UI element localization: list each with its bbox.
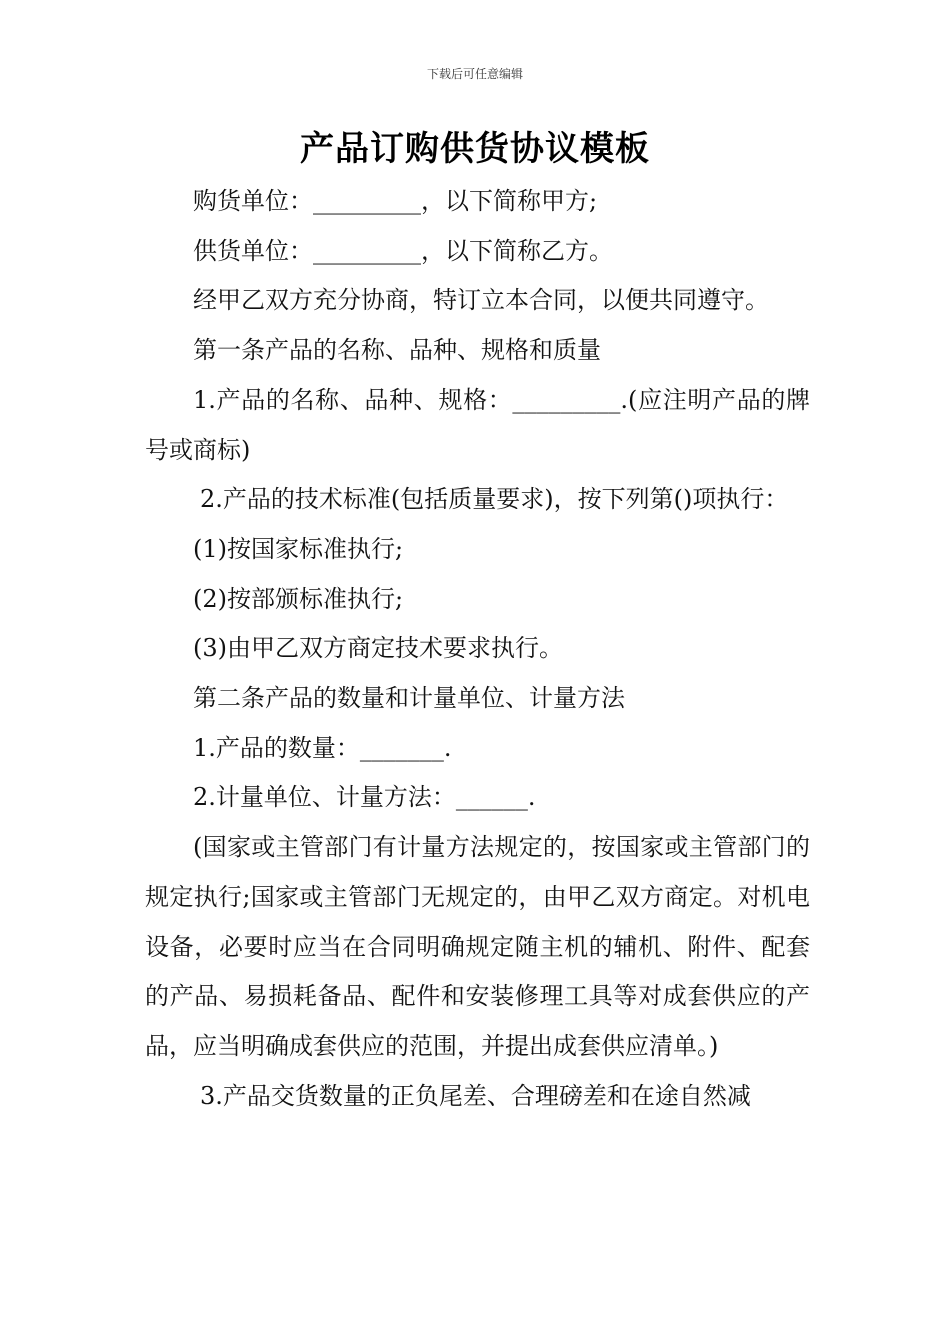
article-1-item-1: 1.产品的名称、品种、规格：_________.(应注明产品的牌号或商标) (145, 385, 810, 464)
clause-buyer: 购货单位：_________，以下简称甲方; (193, 187, 598, 215)
clause-supplier: 供货单位：_________，以下简称乙方。 (193, 236, 613, 265)
article-2-item-1: 1.产品的数量：_______. (193, 733, 452, 762)
article-2-item-2: 2.计量单位、计量方法：______. (193, 783, 536, 812)
document-body (145, 177, 810, 1121)
article-1-option-2: (2)按部颁标准执行; (193, 584, 404, 613)
article-1-option-3: (3)由甲乙双方商定技术要求执行。 (193, 634, 563, 663)
article-2-note: (国家或主管部门有计量方法规定的，按国家或主管部门的规定执行;国家或主管部门无规定的，由甲乙双方商定。对机电设备，必要时应当在合同明确规定随主机的辅机、附件、配套的产品、易损耗备品、配件和安装修理工具等对成套供应的产品，应当明确成套供应的范围，并提出成套供应清单。) (145, 833, 810, 1060)
clause-preamble: 经甲乙双方充分协商，特订立本合同，以便共同遵守。 (193, 286, 769, 315)
article-1-item-2: 2.产品的技术标准(包括质量要求)，按下列第()项执行： (200, 485, 789, 514)
article-1-option-1: (1)按国家标准执行; (193, 534, 404, 563)
header-note: 下载后可任意编辑 (426, 67, 523, 81)
article-1-heading: 第一条产品的名称、品种、规格和质量 (193, 336, 601, 365)
document-title: 产品订购供货协议模板 (300, 129, 650, 169)
article-2-item-3: 3.产品交货数量的正负尾差、合理磅差和在途自然减 (200, 1081, 751, 1110)
article-2-heading: 第二条产品的数量和计量单位、计量方法 (193, 684, 625, 713)
